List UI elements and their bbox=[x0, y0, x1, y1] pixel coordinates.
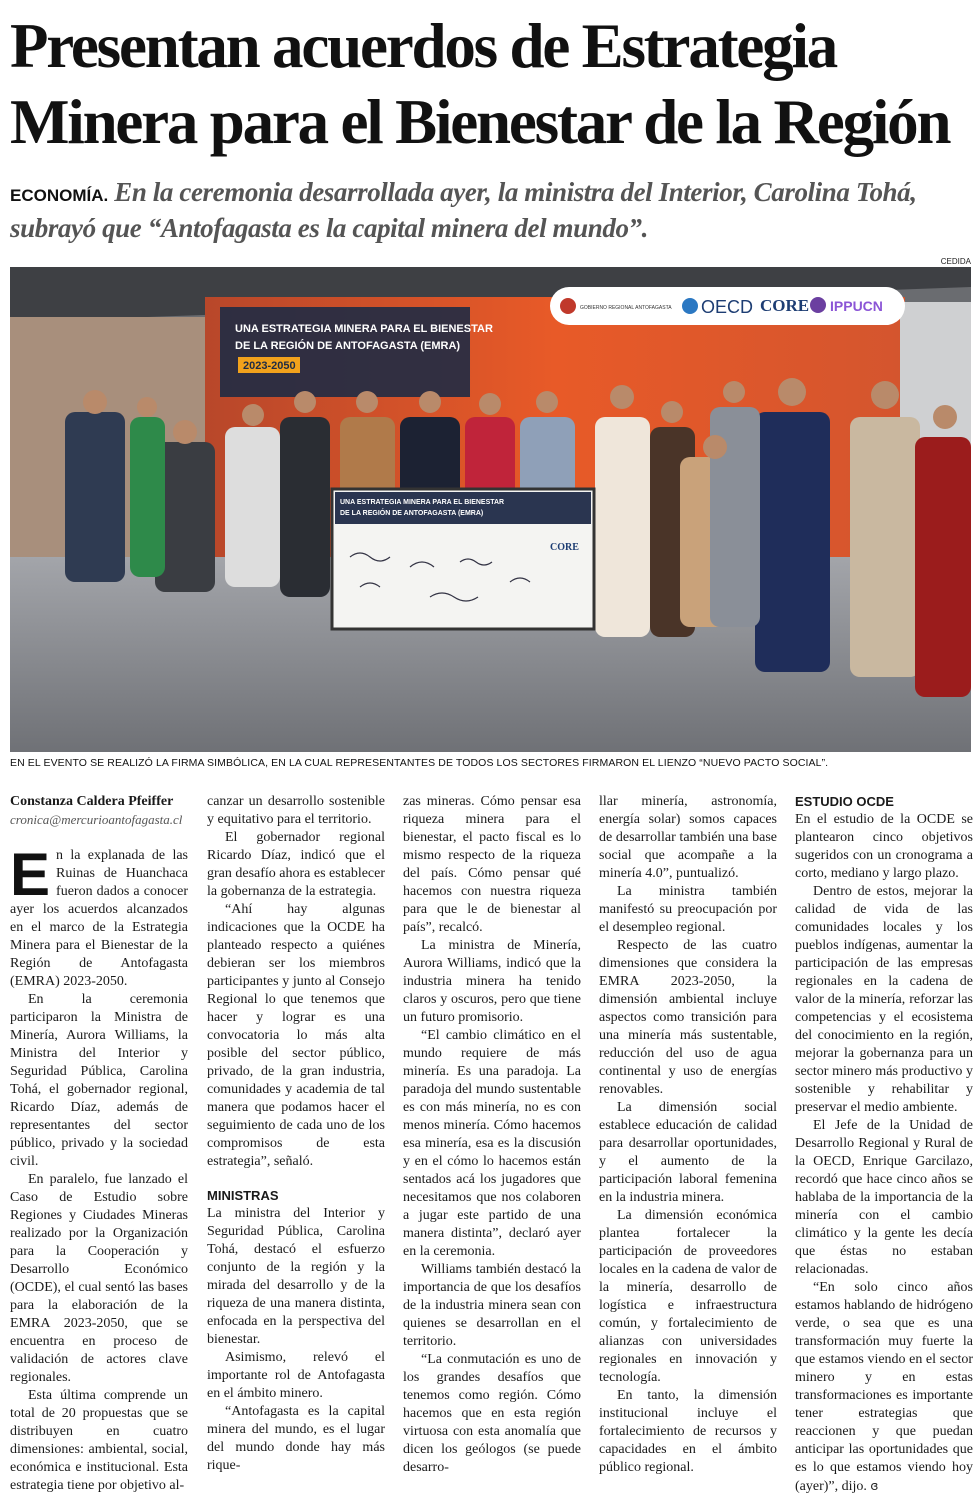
author-name: Constanza Caldera Pfeiffer bbox=[10, 794, 174, 809]
headline-line-1: Presentan acuerdos de Estrategia bbox=[10, 11, 837, 81]
author-email[interactable]: cronica@mercurioantofagasta.cl bbox=[10, 812, 183, 827]
banner-years: 2023-2050 bbox=[243, 360, 296, 372]
signing-board bbox=[332, 489, 594, 629]
paragraph: “En solo cinco años estamos hablando de hidrógeno verde, o sea que es una transformación muy fuerte la que estamos viendo en el sector minero y en estas transformaciones es importante tener estrategias que reaccionen y que puedan anticipar las oportunidades que es lo que estamos viendo hoy (ayer)”, dijo. ɞ bbox=[795, 1280, 973, 1494]
board-logo: CORE bbox=[550, 542, 579, 553]
paragraph: En paralelo, fue lanzado el Caso de Estudio sobre Regiones y Ciudades Mineras realizado por la Organización para la Cooperación y Desarrollo Económico (OCDE), el cual sentó las bases para la elaboración de la EMRA 2023-2050, que se encuentra en proceso de validación de actores clave regionales. bbox=[10, 1172, 188, 1385]
event-photo bbox=[10, 267, 971, 752]
board-title-1: UNA ESTRATEGIA MINERA PARA EL BIENESTAR bbox=[340, 499, 505, 506]
paragraph: “Antofagasta es la capital minera del mundo, es el lugar del mundo donde hay más rique- bbox=[207, 1404, 385, 1473]
paragraph: En la ceremonia participaron la Ministra de Minería, Aurora Williams, la Ministra del Interior y Seguridad Pública, Carolina Tohá, el gobernador regional, Ricardo Díaz, además de representantes del sector público, privado y la sociedad civil. bbox=[10, 992, 188, 1169]
paragraph: La ministra del Interior y Seguridad Pública, Carolina Tohá, destacó el esfuerzo conjunto de la región y la mirada del desarrollo y de la riqueza de una manera distinta, enfocada en la perspectiva del bienestar. bbox=[207, 1206, 385, 1347]
paragraph: La ministra también manifestó su preocupación por el desempleo regional. bbox=[599, 884, 777, 935]
photo-credit: CEDIDA bbox=[940, 257, 971, 266]
paragraph: Williams también destacó la importancia de que los desafíos de la industria minera sean con quienes se desarrollan en el territorio. bbox=[403, 1262, 581, 1349]
paragraph: Respecto de las cuatro dimensiones que considera la EMRA 2023-2050, la dimensión ambiental incluye aspectos como transición para una minería más sustentable, reducción del uso de agua continental y uso de energías renovables. bbox=[599, 938, 777, 1097]
logo-oecd: OECD bbox=[701, 297, 754, 317]
article-column-3 bbox=[403, 793, 581, 1477]
paragraph: En el estudio de la OCDE se plantearon cinco objetivos sugeridos con un cronograma a corto, mediano y largo plazo. bbox=[795, 812, 973, 881]
paragraph: En tanto, la dimensión institucional incluye el fortalecimiento de recursos y capacidades en el ámbito público regional. bbox=[599, 1388, 777, 1475]
section-label: ECONOMÍA. bbox=[10, 186, 109, 205]
logo-gobierno-regional: GOBIERNO REGIONAL ANTOFAGASTA bbox=[580, 305, 672, 311]
headline-line-2: Minera para el Bienestar de la Región bbox=[10, 87, 950, 157]
subheading-ministras: MINISTRAS bbox=[207, 1188, 279, 1203]
headline bbox=[10, 8, 970, 160]
deck-text: En la ceremonia desarrollada ayer, la ministra del Interior, Carolina Tohá, subrayó que “Antofagasta es la capital minera del mundo”. bbox=[10, 177, 917, 243]
article-column-5 bbox=[795, 793, 973, 1496]
article-column-2 bbox=[207, 793, 385, 1475]
subheading-estudio-ocde: ESTUDIO OCDE bbox=[795, 794, 894, 809]
deck bbox=[10, 176, 972, 245]
banner-title-2: DE LA REGIÓN DE ANTOFAGASTA (EMRA) bbox=[235, 340, 461, 352]
paragraph: “Ahí hay algunas indicaciones que la OCDE ha planteado respecto a quiénes debieran ser los miembros participantes y junto al Consejo Regional lo que tenemos que hacer y lograr es una convocatoria lo más alta posible del sector público, privado, de la gran industria, comunidades y academia de tal manera que podamos hacer el seguimiento de cada uno de los compromisos de esta estrategia”, señaló. bbox=[207, 902, 385, 1169]
paragraph: “El cambio climático en el mundo requiere de más minería. Es una paradoja. La paradoja del mundo sustentable es con más minería, no es con menos minería. Cómo hacemos esa minería, esa es la discusión y en el cómo lo hacemos están sentados acá los jugadores que necesitamos que nos colaboren a jugar este partido de una manera distinta”, declaró ayer en la ceremonia. bbox=[403, 1028, 581, 1259]
paragraph: La dimensión social establece educación de calidad para desarrollar oportunidades, y el aumento de la participación laboral femenina en la industria minera. bbox=[599, 1100, 777, 1205]
paragraph: zas mineras. Cómo pensar esa riqueza minera para el bienestar, el pacto fiscal es lo mismo respecto de la riqueza del país. Cómo pensar qué hacemos con nuestra riqueza para que le de bienestar al país”, recalcó. bbox=[403, 794, 581, 935]
paragraph: canzar un desarrollo sostenible y equitativo para el territorio. bbox=[207, 794, 385, 827]
paragraph: En la explanada de las Ruinas de Huanchaca fueron dados a conocer ayer los acuerdos alcanzados en el marco de la Estrategia Minera para el Bienestar de la Región de Antofagasta (EMRA) 2023-2050. bbox=[10, 841, 188, 989]
article-column-4 bbox=[599, 793, 777, 1477]
paragraph: El Jefe de la Unidad de Desarrollo Regional y Rural de la OECD, Enrique Garcilazo, recordó que hace cinco años se hablaba de la importancia de la minería con el cambio climático y la gente les decía que éstas no estaban relacionadas. bbox=[795, 1118, 973, 1277]
logo-ippucn: IPPUCN bbox=[830, 298, 883, 314]
end-mark-icon: ɞ bbox=[870, 1479, 879, 1493]
banner-title-1: UNA ESTRATEGIA MINERA PARA EL BIENESTAR bbox=[235, 323, 493, 335]
drop-cap: E bbox=[10, 841, 51, 908]
paragraph: llar minería, astronomía, energía solar) somos capaces de desarrollar también una base social que acompañe a la minería 4.0”, puntualizó. bbox=[599, 794, 777, 881]
paragraph: La ministra de Minería, Aurora Williams, indicó que la industria minera ha tenido claros y oscuros, pero que tiene un futuro promisorio. bbox=[403, 938, 581, 1025]
paragraph: El gobernador regional Ricardo Díaz, indicó que el gran desafío ahora es establecer la gobernanza de la estrategia. bbox=[207, 830, 386, 899]
paragraph: La dimensión económica plantea fortalecer la participación de proveedores locales en la cadena de valor de la minería, desarrollo de logística e infraestructura común, y fortalecimiento de alianzas con universidades regionales en innovación y tecnología. bbox=[599, 1208, 777, 1385]
article-column-1 bbox=[10, 793, 188, 1495]
logo-core: CORE bbox=[760, 296, 810, 315]
board-title-2: DE LA REGIÓN DE ANTOFAGASTA (EMRA) bbox=[340, 510, 484, 517]
paragraph: Asimismo, relevó el importante rol de Antofagasta en el ámbito minero. bbox=[207, 1350, 385, 1401]
photo-caption: EN EL EVENTO SE REALIZÓ LA FIRMA SIMBÓLICA, EN LA CUAL REPRESENTANTES DE TODOS LOS SECTORES FIRMARON EL LIENZO “NUEVO PACTO SOCIAL”. bbox=[10, 757, 829, 769]
paragraph: Esta última comprende un total de 20 propuestas que se distribuyen en cuatro dimensiones: ambiental, social, económica e institucional. Esta estrategia tiene por objetivo al- bbox=[10, 1388, 188, 1493]
paragraph: “La conmutación es uno de los grandes desafíos que tenemos como región. Cómo hacemos que en esta región virtuosa con esta anomalía que dicen los geólogos (se puede desarro- bbox=[403, 1352, 581, 1475]
paragraph: Dentro de estos, mejorar la calidad de vida de las comunidades locales y los pueblos indígenas, aumentar la participación de las empresas regionales en la cadena de valor de la minería, reforzar las competencias y el ecosistema del conocimiento en la región, mejorar la gobernanza para un sector minero más productivo y sostenible y rehabilitar y preservar el medio ambiente. bbox=[795, 884, 973, 1115]
